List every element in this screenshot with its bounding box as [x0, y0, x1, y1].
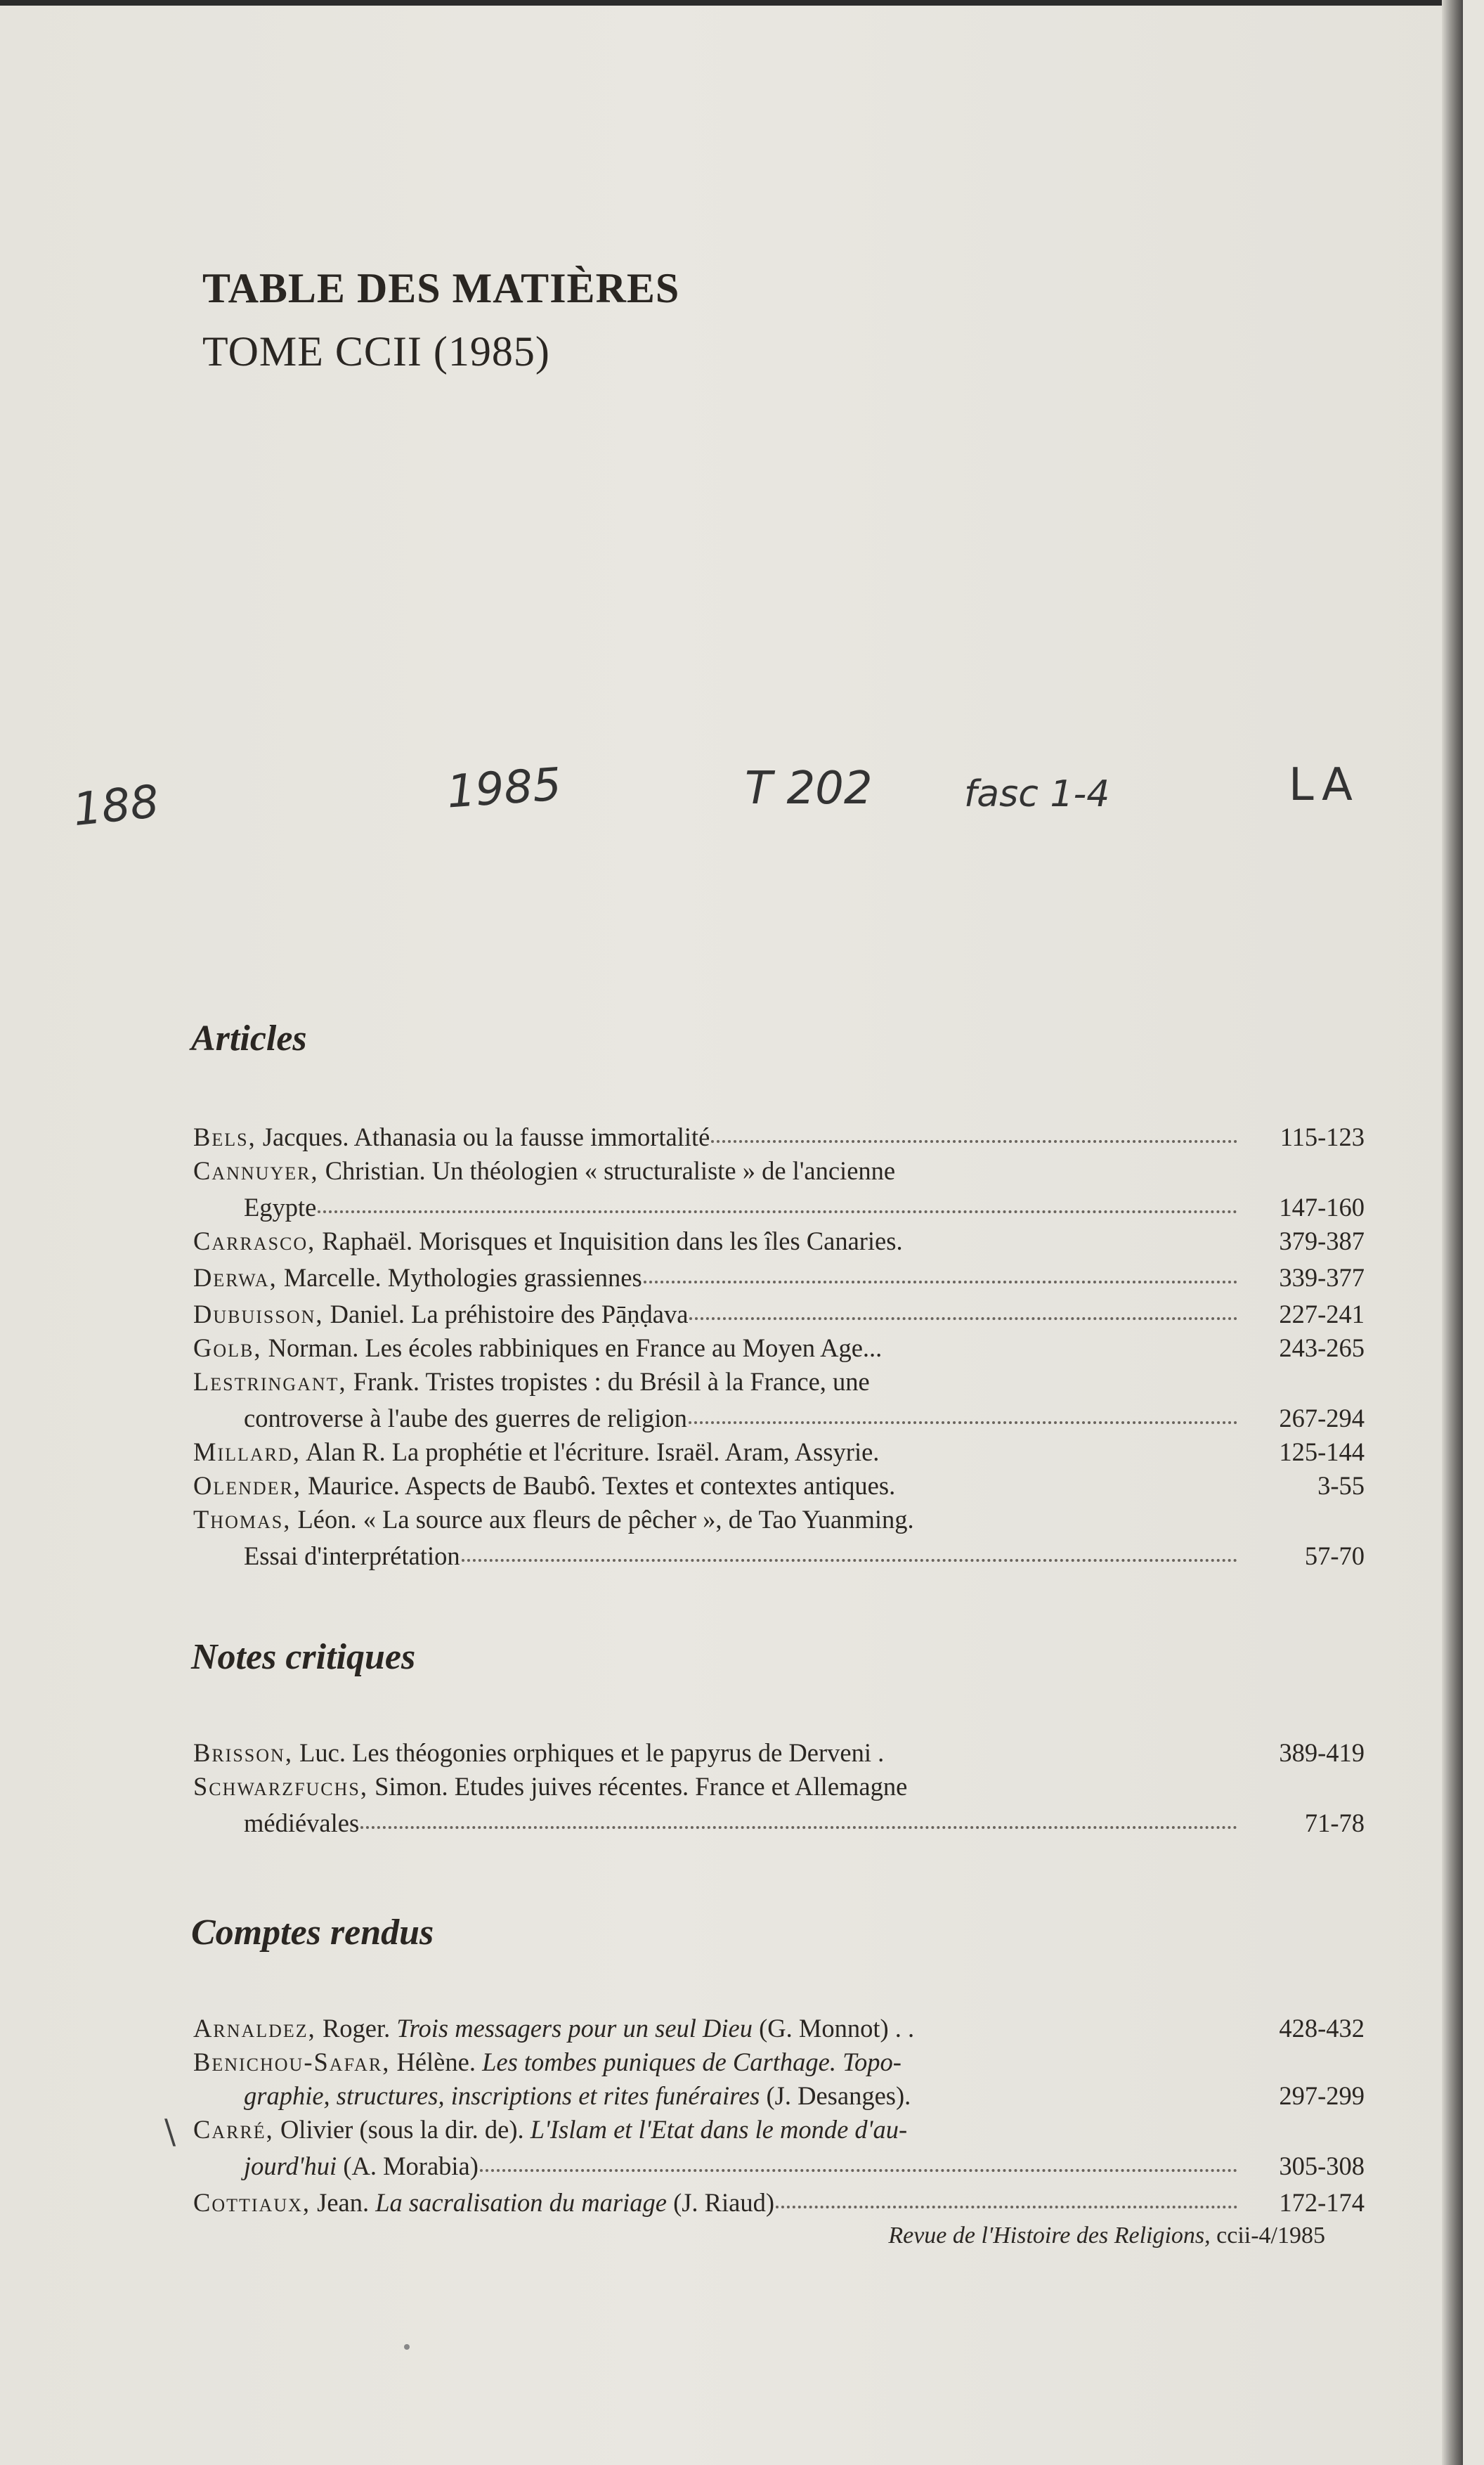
entry-title: Simon. Etudes juives récentes. France et Allemagne [368, 1772, 908, 1801]
entry-author: Cannuyer, [193, 1156, 319, 1185]
toc-entry [193, 1435, 1365, 1469]
entry-title: L'Islam et l'Etat dans le monde d'au- [530, 2115, 908, 2144]
entry-pages: 115-123 [1280, 1122, 1365, 1151]
section-title-comptes: Comptes rendus [191, 1913, 434, 1953]
entry-pages: 305-308 [1279, 2152, 1365, 2180]
toc-entry [193, 1224, 1365, 1258]
entry-pages: 3-55 [1317, 1471, 1365, 1500]
entry-author: Brisson, [193, 1738, 293, 1767]
entry-pages: 428-432 [1279, 2014, 1365, 2043]
entry-title: Trois messagers pour un seul Dieu [396, 2014, 753, 2043]
entry-author: Lestringant, [193, 1367, 347, 1396]
toc-entry [193, 1154, 1365, 1224]
toc-entry [193, 1258, 1365, 1295]
entry-title: Norman. Les écoles rabbiniques en France au Moyen Age... [261, 1333, 883, 1362]
entry-title-cont: Egypte [244, 1193, 317, 1222]
entry-pages: 379-387 [1279, 1227, 1365, 1255]
entry-pages: 71-78 [1304, 1809, 1365, 1837]
entry-author: Cottiaux, [193, 2188, 311, 2217]
toc-entry: Benichou-Safar, Hélène. Les tombes puniques de Carthage. Topo- graphie, structures, inscriptions et rites funéraires (J. Desanges). 297-299 [193, 2045, 1365, 2113]
entry-title: Les tombes puniques de Carthage. Topo- [482, 2047, 902, 2076]
toc-entry [193, 1736, 1365, 1770]
margin-mark: \ [164, 2112, 176, 2152]
entry-pages: 339-377 [1279, 1263, 1365, 1292]
footer-issue: ccii-4/1985 [1210, 2223, 1325, 2249]
articles-list [193, 1118, 1365, 1573]
entry-title-cont: médiévales [244, 1809, 360, 1837]
toc-entry [193, 1469, 1365, 1503]
section-title-notes: Notes critiques [191, 1637, 416, 1677]
toc-entry [193, 1331, 1365, 1365]
entry-title: Jacques. Athanasia ou la fausse immortalité [256, 1122, 710, 1151]
page-footer [888, 2223, 1325, 2249]
toc-entry [193, 1365, 1365, 1435]
toc-entry: Cottiaux, Jean. La sacralisation du mariage (J. Riaud) 172-174 [193, 2183, 1365, 2220]
toc-entry [193, 1503, 1365, 1573]
entry-pages: 172-174 [1279, 2188, 1365, 2217]
entry-author: Arnaldez, [193, 2014, 316, 2043]
entry-author: Schwarzfuchs, [193, 1772, 369, 1801]
entry-author: Carré, [193, 2115, 274, 2144]
handwritten-note-1: 188 [70, 775, 162, 837]
handwritten-note-3: T 202 [745, 763, 873, 815]
entry-author: Olender, [193, 1471, 302, 1500]
entry-reviewer: (J. Desanges). [760, 2081, 911, 2110]
entry-author: Benichou-Safar, [193, 2047, 391, 2076]
comptes-list [193, 2012, 1365, 2220]
toc-entry [193, 1118, 1365, 1154]
entry-author: Millard, [193, 1437, 301, 1466]
entry-title: La sacralisation du mariage [375, 2188, 667, 2217]
handwritten-note-2: 1985 [445, 758, 564, 819]
page-title: TABLE DES MATIÈRES [202, 265, 680, 311]
handwritten-note-4: fasc 1-4 [964, 773, 1110, 815]
handwritten-note-5: LA [1289, 759, 1360, 811]
scan-edge-right [1442, 0, 1463, 2465]
entry-reviewer: (A. Morabia) [337, 2152, 479, 2180]
page-subtitle: TOME CCII (1985) [202, 328, 550, 375]
entry-pages: 389-419 [1279, 1738, 1365, 1767]
toc-entry [193, 1295, 1365, 1331]
section-title-articles: Articles [191, 1018, 307, 1059]
entry-title: Luc. Les théogonies orphiques et le papyrus de Derveni . [292, 1738, 885, 1767]
footer-journal: Revue de l'Histoire des Religions, [888, 2223, 1211, 2249]
entry-pages: 227-241 [1279, 1300, 1365, 1328]
toc-entry [193, 1770, 1365, 1840]
entry-title-cont: jourd'hui [244, 2152, 337, 2180]
entry-title: Alan R. La prophétie et l'écriture. Israël. Aram, Assyrie. [300, 1437, 880, 1466]
entry-title-cont: Essai d'interprétation [244, 1541, 460, 1570]
entry-reviewer: (G. Monnot) . . [753, 2014, 915, 2043]
entry-title-cont: controverse à l'aube des guerres de religion [244, 1404, 687, 1432]
entry-author: Golb, [193, 1333, 262, 1362]
scan-speck [404, 2344, 410, 2350]
page-header [202, 257, 679, 383]
entry-pages: 297-299 [1279, 2081, 1365, 2110]
toc-entry: Arnaldez, Roger. Trois messagers pour un seul Dieu (G. Monnot) . . 428-432 [193, 2012, 1365, 2045]
entry-author: Carrasco, [193, 1227, 316, 1255]
entry-title: Frank. Tristes tropistes : du Brésil à la France, une [346, 1367, 870, 1396]
entry-author: Dubuisson, [193, 1300, 324, 1328]
entry-pages: 125-144 [1279, 1437, 1365, 1466]
entry-author: Bels, [193, 1122, 256, 1151]
entry-author: Thomas, [193, 1505, 292, 1534]
entry-title: Léon. « La source aux fleurs de pêcher », de Tao Yuanming. [291, 1505, 914, 1534]
toc-entry: Carré, Olivier (sous la dir. de). L'Islam et l'Etat dans le monde d'au- jourd'hui (A. Morabia) 305-308 [193, 2113, 1365, 2183]
entry-pages: 57-70 [1304, 1541, 1365, 1570]
entry-pages: 267-294 [1279, 1404, 1365, 1432]
entry-title: Marcelle. Mythologies grassiennes [277, 1263, 642, 1292]
entry-pages: 147-160 [1279, 1193, 1365, 1222]
entry-title: Maurice. Aspects de Baubô. Textes et contextes antiques. [301, 1471, 896, 1500]
notes-list [193, 1736, 1365, 1840]
entry-title-cont: graphie, structures, inscriptions et rites funéraires [244, 2081, 760, 2110]
entry-title: Daniel. La préhistoire des Pāṇḍava [323, 1300, 689, 1328]
entry-author: Derwa, [193, 1263, 278, 1292]
entry-title: Raphaël. Morisques et Inquisition dans les îles Canaries. [315, 1227, 903, 1255]
entry-pages: 243-265 [1279, 1333, 1365, 1362]
scan-edge-top [0, 0, 1463, 6]
entry-reviewer: (J. Riaud) [666, 2188, 775, 2217]
entry-title: Christian. Un théologien « structuraliste » de l'ancienne [318, 1156, 896, 1185]
